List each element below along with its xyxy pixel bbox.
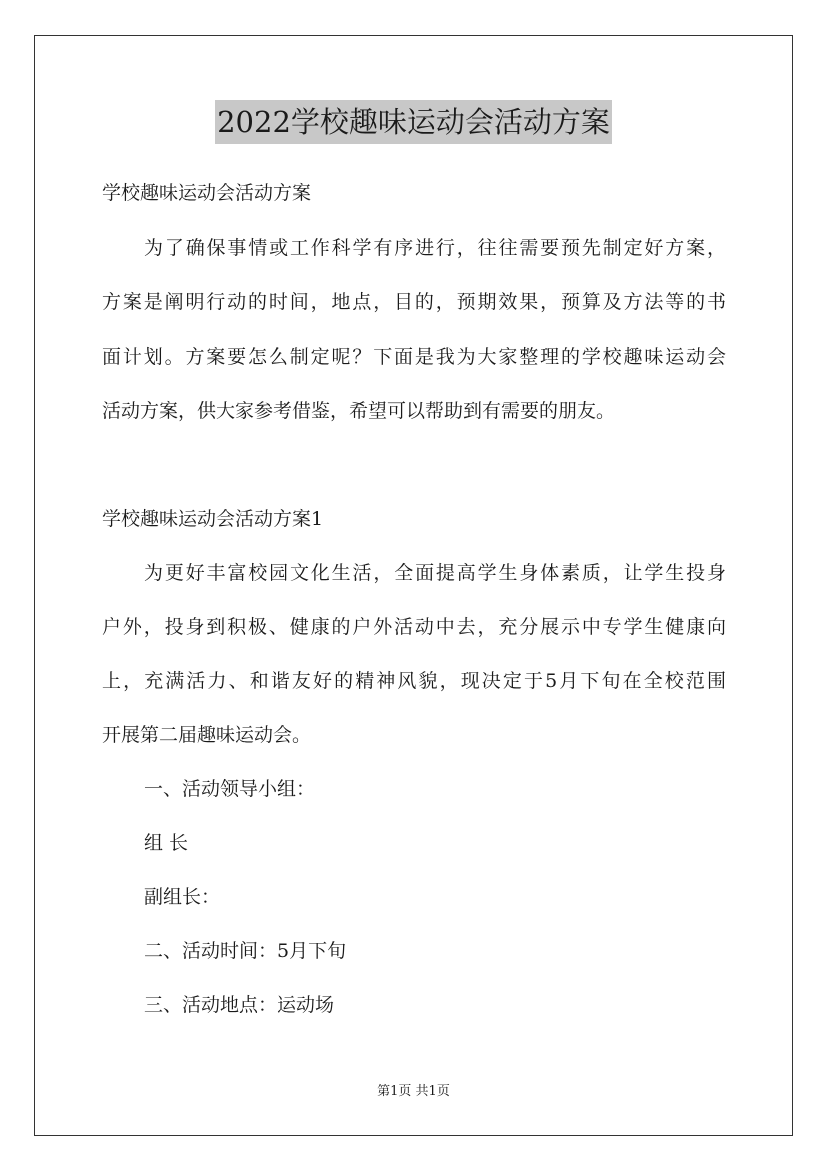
- document-title: 2022学校趣味运动会活动方案: [215, 100, 612, 144]
- section1-line-4: 开展第二届趣味运动会。: [102, 724, 312, 746]
- page-footer: 第1页 共1页: [377, 1084, 450, 1099]
- list-item-leader: 组 长: [144, 832, 189, 854]
- list-item-location: 三、活动地点：运动场: [144, 994, 335, 1016]
- list-item-deputy: 副组长：: [144, 886, 221, 908]
- intro-line-3: 面计划。方案要怎么制定呢？下面是我为大家整理的学校趣味运动会: [102, 346, 726, 368]
- section1-heading: 学校趣味运动会活动方案1: [102, 508, 324, 530]
- section1-line-2: 户外，投身到积极、健康的户外活动中去，充分展示中专学生健康向: [102, 616, 726, 638]
- list-item-time: 二、活动时间：5月下旬: [144, 940, 347, 962]
- intro-line-4: 活动方案，供大家参考借鉴，希望可以帮助到有需要的朋友。: [102, 400, 616, 422]
- subtitle: 学校趣味运动会活动方案: [102, 182, 312, 204]
- section1-line-3: 上，充满活力、和谐友好的精神风貌，现决定于5月下旬在全校范围: [102, 670, 726, 692]
- section1-line-1: 为更好丰富校园文化生活，全面提高学生身体素质，让学生投身: [144, 562, 726, 584]
- intro-line-2: 方案是阐明行动的时间，地点，目的，预期效果，预算及方法等的书: [102, 291, 726, 313]
- title-container: [0, 100, 827, 144]
- intro-line-1: 为了确保事情或工作科学有序进行，往往需要预先制定好方案，: [144, 237, 726, 259]
- list-item-leadership: 一、活动领导小组：: [144, 778, 316, 800]
